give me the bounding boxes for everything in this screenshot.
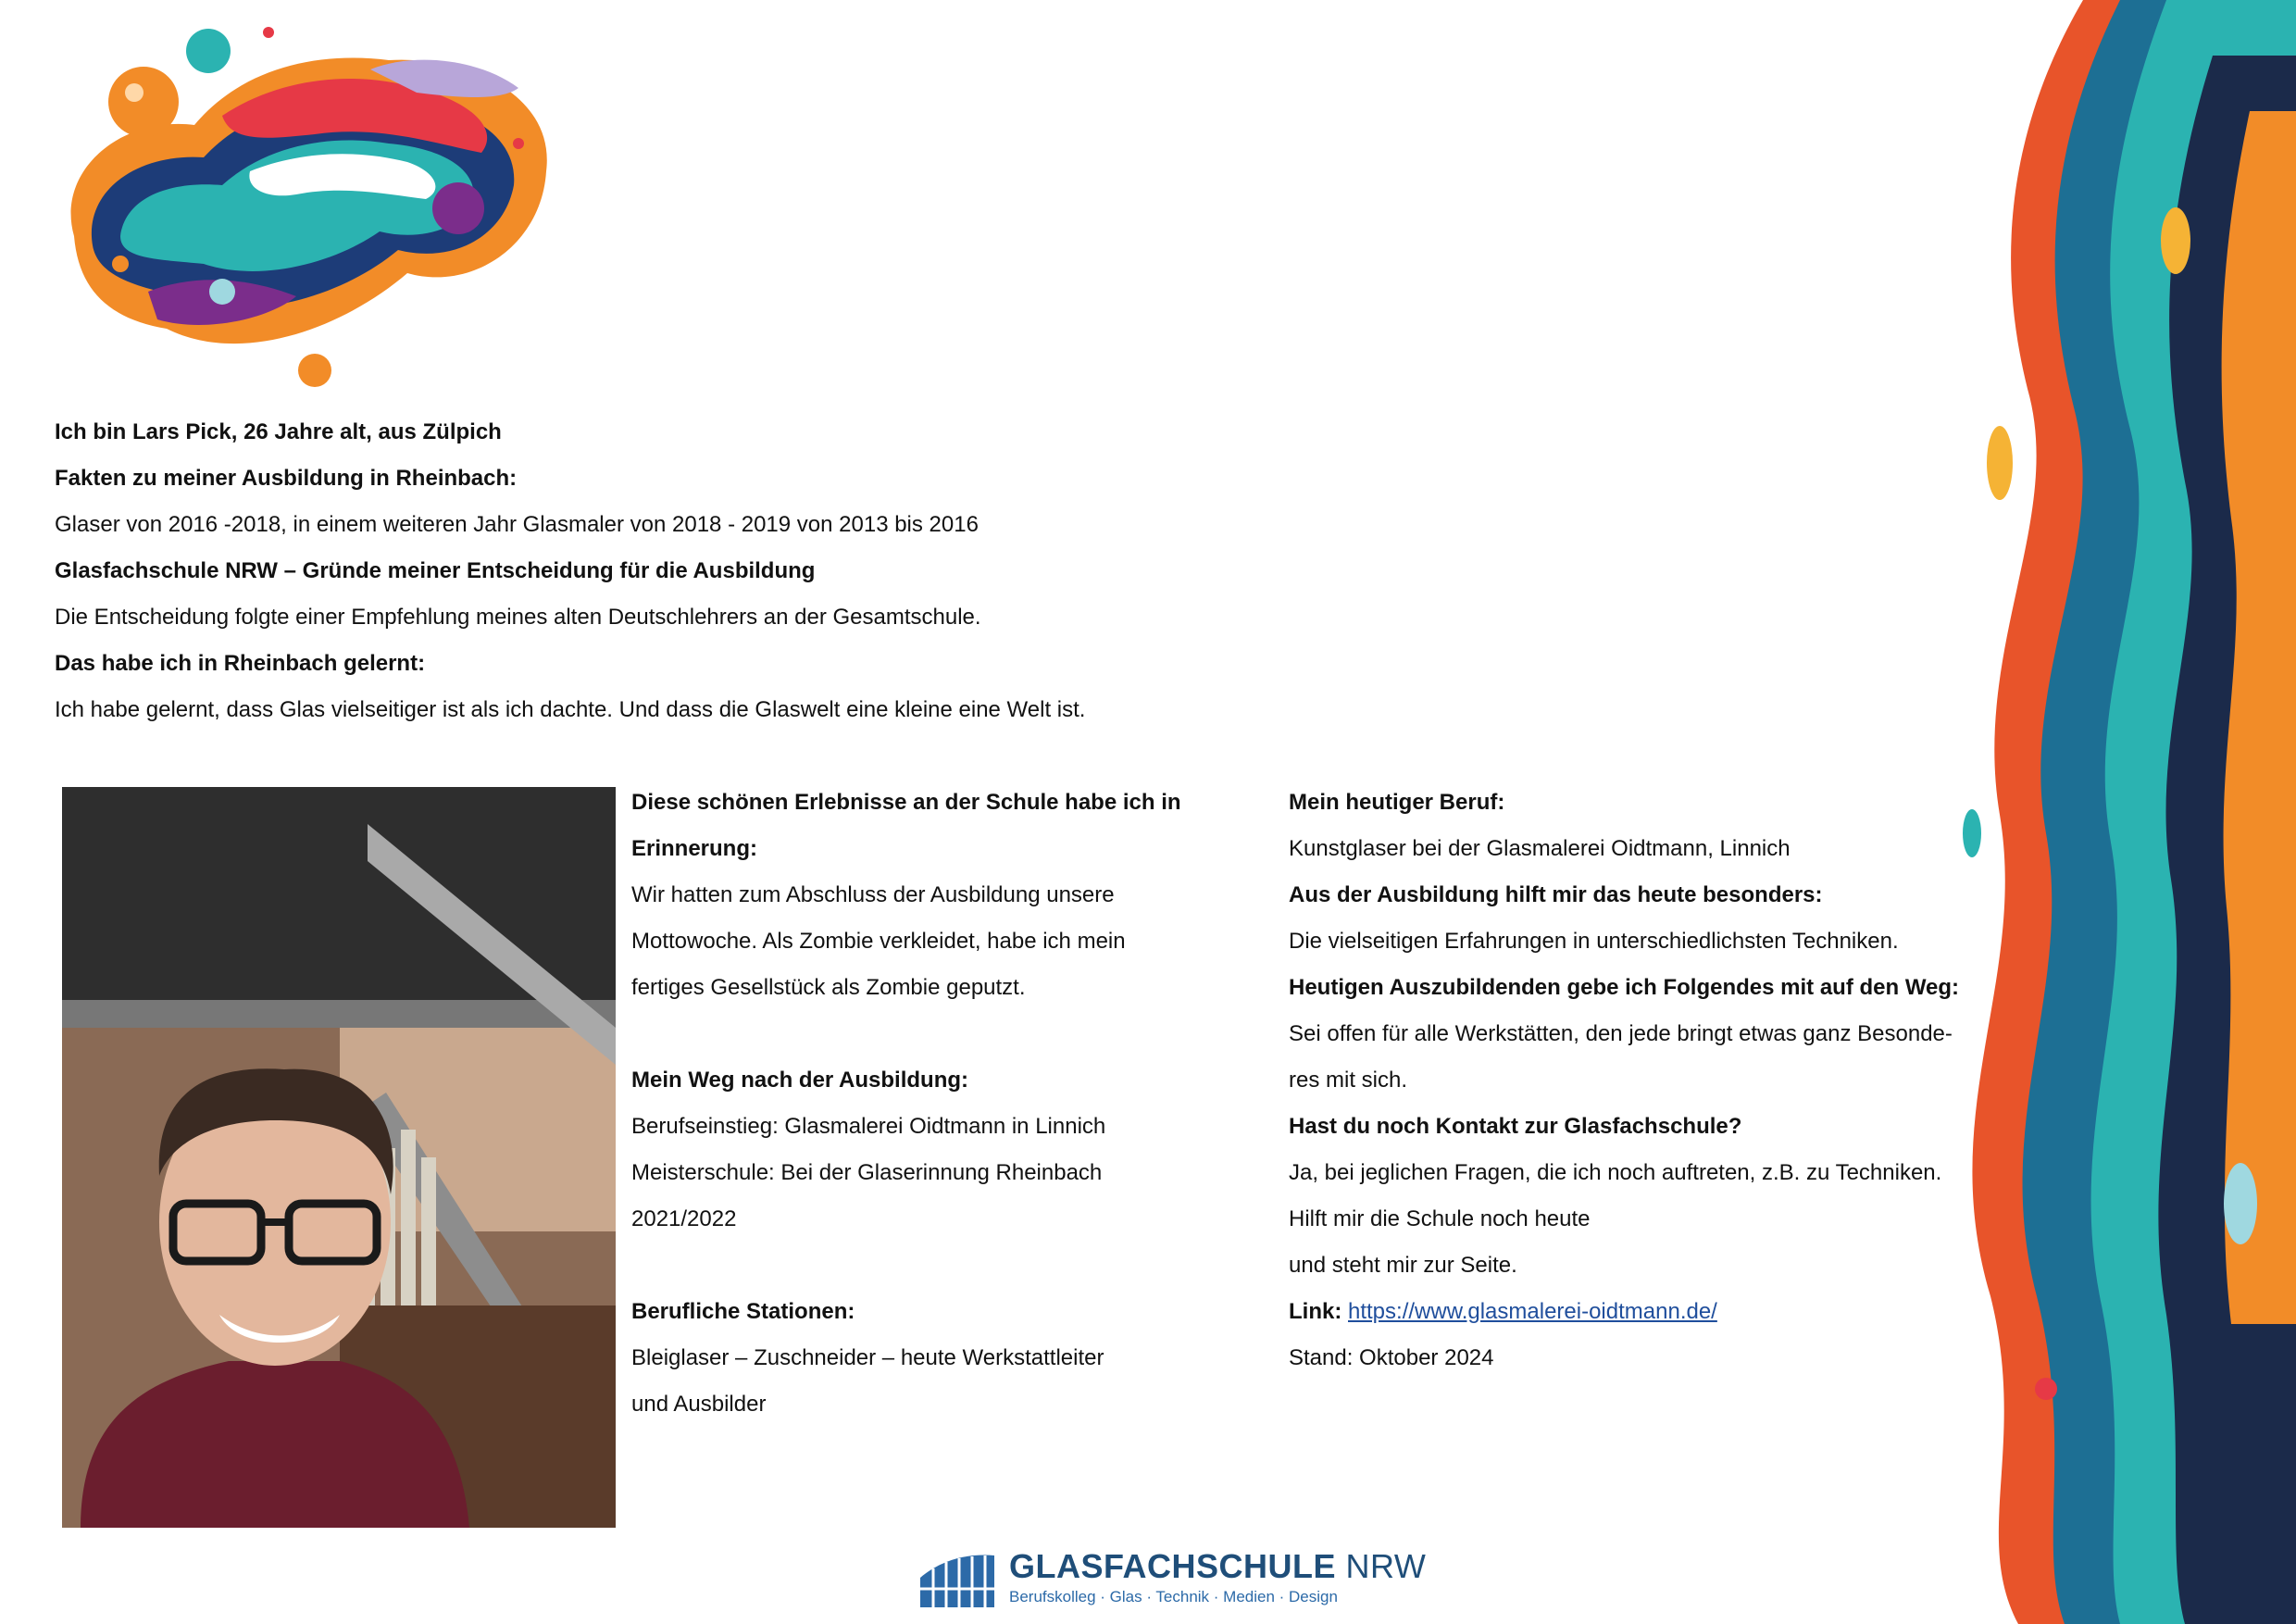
memories-text-1: Wir hatten zum Abschluss der Ausbildung unsere: [631, 882, 1115, 907]
current-job-heading: Mein heutiger Beruf:: [1289, 790, 1505, 815]
intro-reason-heading: Glasfachschule NRW – Gründe meiner Entscheidung für die Ausbildung: [55, 558, 816, 583]
logo-title: [1009, 1548, 1426, 1585]
wave-art-icon: [1935, 0, 2296, 1624]
intro-reason-text: Die Entscheidung folgte einer Empfehlung meines alten Deutschlehrers an der Gesamtschule.: [55, 605, 981, 630]
helps-text: Die vielseitigen Erfahrungen in unterschiedlichsten Techniken.: [1289, 929, 1899, 954]
portrait-photo: [62, 787, 616, 1528]
school-logo: [917, 1547, 1427, 1615]
intro-learned-text: Ich habe gelernt, dass Glas vielseitiger ist als ich dachte. Und dass die Glaswelt eine kleine eine Welt ist.: [55, 697, 1086, 722]
current-job-text: Kunstglaser bei der Glasmalerei Oidtmann, Linnich: [1289, 836, 1791, 861]
career-path-text-3: 2021/2022: [631, 1206, 737, 1231]
contact-text-1: Ja, bei jeglichen Fragen, die ich noch auftreten, z.B. zu Techniken.: [1289, 1160, 1942, 1185]
intro-learned-heading: Das habe ich in Rheinbach gelernt:: [55, 651, 426, 676]
swirl-art-icon: [37, 14, 574, 403]
oidtmann-website-link[interactable]: https://www.glasmalerei-oidtmann.de/: [1348, 1299, 1717, 1324]
building-logo-icon: [917, 1552, 998, 1611]
memories-heading-cont: Erinnerung:: [631, 836, 757, 861]
memories-text-2: Mottowoche. Als Zombie verkleidet, habe ich mein: [631, 929, 1126, 954]
advice-text-1: Sei offen für alle Werkstätten, den jede bringt etwas ganz Besonde-: [1289, 1021, 1953, 1046]
contact-text-3: und steht mir zur Seite.: [1289, 1253, 1517, 1278]
helps-heading: Aus der Ausbildung hilft mir das heute besonders:: [1289, 882, 1823, 907]
intro-name-heading: Ich bin Lars Pick, 26 Jahre alt, aus Zülpich: [55, 419, 502, 444]
link-row: [1289, 1289, 1717, 1335]
advice-heading: Heutigen Auszubildenden gebe ich Folgendes mit auf den Weg:: [1289, 975, 1960, 1000]
stations-text-2: und Ausbilder: [631, 1392, 767, 1417]
date-stamp: Stand: Oktober 2024: [1289, 1345, 1494, 1370]
contact-text-2: Hilft mir die Schule noch heute: [1289, 1206, 1591, 1231]
memories-heading: Diese schönen Erlebnisse an der Schule habe ich in: [631, 790, 1181, 815]
intro-facts-text: Glaser von 2016 -2018, in einem weiteren Jahr Glasmaler von 2018 - 2019 von 2013 bis 2016: [55, 512, 979, 537]
logo-title-main: GLASFACHSCHULE: [1009, 1547, 1337, 1585]
contact-heading: Hast du noch Kontakt zur Glasfachschule?: [1289, 1114, 1742, 1139]
career-path-text-1: Berufseinstieg: Glasmalerei Oidtmann in Linnich: [631, 1114, 1106, 1139]
advice-text-2: res mit sich.: [1289, 1068, 1408, 1093]
link-label: Link:: [1289, 1299, 1342, 1324]
stations-text-1: Bleiglaser – Zuschneider – heute Werkstattleiter: [631, 1345, 1104, 1370]
memories-text-3: fertiges Gesellstück als Zombie geputzt.: [631, 975, 1026, 1000]
career-path-heading: Mein Weg nach der Ausbildung:: [631, 1068, 969, 1093]
intro-facts-heading: Fakten zu meiner Ausbildung in Rheinbach:: [55, 466, 518, 491]
logo-title-nrw: NRW: [1345, 1547, 1427, 1585]
logo-subtitle: Berufskolleg · Glas · Technik · Medien · Design: [1009, 1588, 1338, 1605]
career-path-text-2: Meisterschule: Bei der Glaserinnung Rheinbach: [631, 1160, 1103, 1185]
stations-heading: Berufliche Stationen:: [631, 1299, 855, 1324]
